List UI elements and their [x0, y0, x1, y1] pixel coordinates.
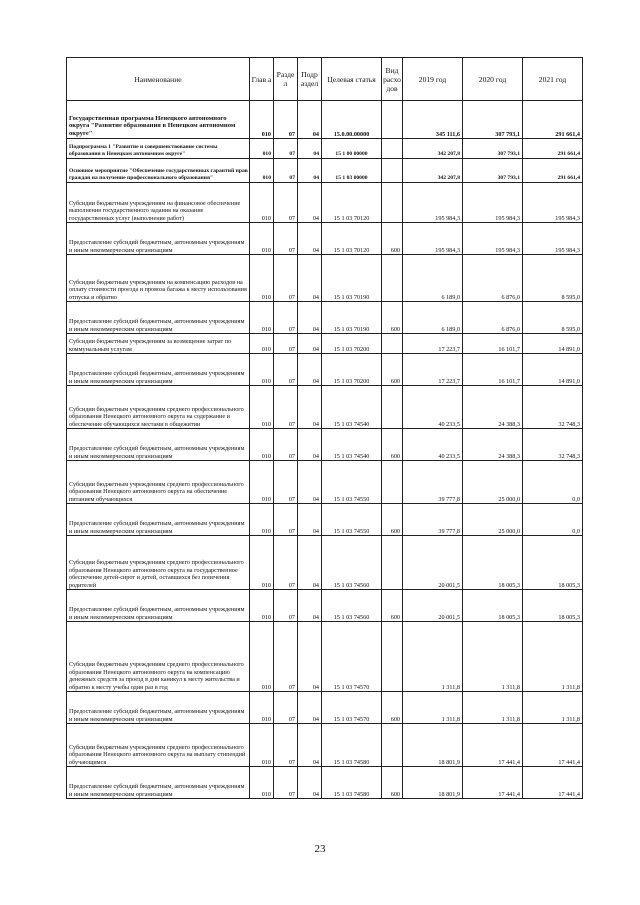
cell-name: Предоставление субсидий бюджетным, автономным учреждениям и иным некоммерческим организациям — [67, 302, 250, 334]
cell-y2019: 17 223,7 — [403, 354, 463, 386]
cell-razdel: 07 — [274, 590, 298, 622]
cell-target: 15 1 03 74560 — [322, 536, 382, 590]
cell-podrazdel: 04 — [298, 139, 322, 159]
cell-y2019: 345 111,6 — [403, 101, 463, 139]
cell-podrazdel: 04 — [298, 334, 322, 354]
cell-razdel: 07 — [274, 223, 298, 255]
cell-target: 15 1 03 74580 — [322, 724, 382, 767]
table-row — [67, 692, 583, 724]
cell-vid — [382, 101, 403, 139]
cell-target: 15 1 03 74540 — [322, 386, 382, 429]
header-glava: Глав а — [250, 58, 274, 101]
cell-y2020: 6 876,0 — [463, 255, 523, 302]
cell-podrazdel: 04 — [298, 101, 322, 139]
cell-vid — [382, 724, 403, 767]
cell-y2020: 1 311,8 — [463, 622, 523, 692]
cell-y2020: 195 984,3 — [463, 223, 523, 255]
cell-y2020: 16 101,7 — [463, 334, 523, 354]
cell-y2020: 307 793,1 — [463, 139, 523, 159]
cell-podrazdel: 04 — [298, 255, 322, 302]
cell-target: 15 1 03 70200 — [322, 334, 382, 354]
table-row — [67, 302, 583, 334]
cell-glava: 010 — [250, 183, 274, 223]
cell-vid: 600 — [382, 692, 403, 724]
cell-y2019: 40 233,5 — [403, 386, 463, 429]
cell-name: Предоставление субсидий бюджетным, автономным учреждениям и иным некоммерческим организациям — [67, 429, 250, 461]
cell-glava: 010 — [250, 386, 274, 429]
cell-glava: 010 — [250, 223, 274, 255]
cell-razdel: 07 — [274, 429, 298, 461]
cell-vid: 600 — [382, 429, 403, 461]
cell-razdel: 07 — [274, 461, 298, 504]
cell-y2021: 8 595,0 — [523, 302, 583, 334]
cell-name: Субсидии бюджетным учреждениям на компенсацию расходов на оплату стоимости проезда и провоза багажа к месту использования отпуска и обратно — [67, 255, 250, 302]
table-row — [67, 159, 583, 183]
cell-name: Предоставление субсидий бюджетным, автономным учреждениям и иным некоммерческим организациям — [67, 223, 250, 255]
cell-y2021: 14 891,0 — [523, 354, 583, 386]
cell-y2021: 1 311,8 — [523, 692, 583, 724]
cell-razdel: 07 — [274, 101, 298, 139]
cell-y2019: 342 207,8 — [403, 139, 463, 159]
cell-name: Основное мероприятие "Обеспечение государственных гарантий прав граждан на получение профессионального образования" — [67, 159, 250, 183]
cell-y2021: 291 661,4 — [523, 101, 583, 139]
cell-y2021: 0,0 — [523, 461, 583, 504]
cell-y2019: 1 311,8 — [403, 692, 463, 724]
cell-name: Субсидии бюджетным учреждениям среднего профессионального образования Ненецкого автономного округа на обеспечение питанием обучающихся — [67, 461, 250, 504]
cell-podrazdel: 04 — [298, 536, 322, 590]
cell-glava: 010 — [250, 461, 274, 504]
cell-razdel: 07 — [274, 183, 298, 223]
cell-name: Государственная программа Ненецкого автономного округа "Развитие образования в Ненецком автономном округе" — [67, 101, 250, 139]
cell-y2021: 291 661,4 — [523, 159, 583, 183]
cell-target: 15 1 03 74580 — [322, 767, 382, 799]
cell-vid — [382, 139, 403, 159]
cell-podrazdel: 04 — [298, 429, 322, 461]
cell-podrazdel: 04 — [298, 504, 322, 536]
cell-name: Субсидии бюджетным учреждениям среднего профессионального образования Ненецкого автономного округа на государственное обеспечение детей-сирот и детей, оставшихся без попечения родителей — [67, 536, 250, 590]
header-vid: Вид расхо дов — [382, 58, 403, 101]
cell-y2021: 18 005,3 — [523, 590, 583, 622]
cell-glava: 010 — [250, 692, 274, 724]
header-name: Наименование — [67, 58, 250, 101]
cell-vid — [382, 461, 403, 504]
cell-name: Подпрограмма 1 "Развитие и совершенствование системы образования в Ненецком автономном округе" — [67, 139, 250, 159]
cell-y2021: 1 311,8 — [523, 622, 583, 692]
cell-y2019: 40 233,5 — [403, 429, 463, 461]
table-row — [67, 724, 583, 767]
cell-target: 15 1 03 70120 — [322, 223, 382, 255]
cell-vid: 600 — [382, 767, 403, 799]
table-row — [67, 767, 583, 799]
cell-y2021: 17 441,4 — [523, 724, 583, 767]
cell-razdel: 07 — [274, 386, 298, 429]
header-2019: 2019 год — [403, 58, 463, 101]
cell-y2019: 39 777,8 — [403, 461, 463, 504]
table-row — [67, 461, 583, 504]
cell-podrazdel: 04 — [298, 386, 322, 429]
cell-vid — [382, 183, 403, 223]
cell-name: Предоставление субсидий бюджетным, автономным учреждениям и иным некоммерческим организациям — [67, 692, 250, 724]
cell-y2021: 18 005,3 — [523, 536, 583, 590]
cell-y2020: 18 005,3 — [463, 590, 523, 622]
cell-podrazdel: 04 — [298, 590, 322, 622]
cell-glava: 010 — [250, 590, 274, 622]
table-row — [67, 622, 583, 692]
cell-razdel: 07 — [274, 354, 298, 386]
cell-y2019: 18 801,9 — [403, 767, 463, 799]
cell-y2021: 17 441,4 — [523, 767, 583, 799]
cell-target: 15 1 03 74560 — [322, 590, 382, 622]
table-row — [67, 223, 583, 255]
header-podrazdel: Подр аздел — [298, 58, 322, 101]
cell-y2020: 24 388,3 — [463, 386, 523, 429]
cell-target: 15 1 03 74550 — [322, 504, 382, 536]
table-row — [67, 536, 583, 590]
cell-vid — [382, 536, 403, 590]
cell-glava: 010 — [250, 536, 274, 590]
cell-name: Субсидии бюджетным учреждениям на финансовое обеспечение выполнения государственного задания на оказание государственных услуг (выполнение работ) — [67, 183, 250, 223]
cell-razdel: 07 — [274, 622, 298, 692]
cell-glava: 010 — [250, 159, 274, 183]
cell-vid — [382, 334, 403, 354]
cell-vid — [382, 622, 403, 692]
cell-y2020: 307 793,1 — [463, 159, 523, 183]
cell-name: Субсидии бюджетным учреждениям среднего профессионального образования Ненецкого автономного округа на выплату стипендий обучающимся — [67, 724, 250, 767]
cell-y2019: 20 001,5 — [403, 536, 463, 590]
cell-y2019: 6 189,0 — [403, 302, 463, 334]
page-number: 23 — [314, 843, 326, 855]
cell-podrazdel: 04 — [298, 767, 322, 799]
cell-podrazdel: 04 — [298, 223, 322, 255]
cell-name: Предоставление субсидий бюджетным, автономным учреждениям и иным некоммерческим организациям — [67, 504, 250, 536]
cell-vid — [382, 159, 403, 183]
cell-target: 15 1 03 70190 — [322, 255, 382, 302]
cell-glava: 010 — [250, 101, 274, 139]
cell-razdel: 07 — [274, 302, 298, 334]
header-2021: 2021 год — [523, 58, 583, 101]
cell-y2021: 195 984,3 — [523, 183, 583, 223]
cell-razdel: 07 — [274, 724, 298, 767]
cell-name: Субсидии бюджетным учреждениям за возмещение затрат по коммунальным услугам — [67, 334, 250, 354]
cell-y2019: 20 001,5 — [403, 590, 463, 622]
cell-target: 15.0.00.00000 — [322, 101, 382, 139]
header-target: Целевая статья — [322, 58, 382, 101]
cell-name: Предоставление субсидий бюджетным, автономным учреждениям и иным некоммерческим организациям — [67, 767, 250, 799]
cell-glava: 010 — [250, 429, 274, 461]
header-razdel: Разде л — [274, 58, 298, 101]
cell-podrazdel: 04 — [298, 354, 322, 386]
table-row — [67, 255, 583, 302]
cell-target: 15 1 03 74570 — [322, 692, 382, 724]
cell-y2020: 24 388,3 — [463, 429, 523, 461]
cell-y2020: 307 793,1 — [463, 101, 523, 139]
cell-podrazdel: 04 — [298, 159, 322, 183]
cell-target: 15 1 03 00000 — [322, 159, 382, 183]
cell-razdel: 07 — [274, 159, 298, 183]
cell-y2020: 1 311,8 — [463, 692, 523, 724]
table-header-row — [67, 58, 583, 101]
cell-podrazdel: 04 — [298, 724, 322, 767]
cell-y2020: 17 441,4 — [463, 724, 523, 767]
cell-y2020: 16 101,7 — [463, 354, 523, 386]
cell-glava: 010 — [250, 504, 274, 536]
cell-target: 15 1 03 70190 — [322, 302, 382, 334]
cell-y2020: 25 000,0 — [463, 504, 523, 536]
table-row — [67, 139, 583, 159]
cell-razdel: 07 — [274, 767, 298, 799]
cell-razdel: 07 — [274, 255, 298, 302]
budget-table-sheet — [66, 57, 582, 799]
cell-name: Субсидии бюджетным учреждениям среднего профессионального образования Ненецкого автономного округа на компенсацию денежных средств за проезд в дни каникул к месту жительства и обратно к месту учебы один раз в год — [67, 622, 250, 692]
cell-vid: 600 — [382, 302, 403, 334]
cell-y2020: 6 876,0 — [463, 302, 523, 334]
cell-y2021: 32 748,3 — [523, 386, 583, 429]
table-row — [67, 183, 583, 223]
cell-y2020: 195 984,3 — [463, 183, 523, 223]
table-row — [67, 504, 583, 536]
table-row — [67, 386, 583, 429]
cell-target: 15 1 03 74540 — [322, 429, 382, 461]
cell-vid — [382, 386, 403, 429]
table-row — [67, 354, 583, 386]
cell-y2021: 0,0 — [523, 504, 583, 536]
cell-y2019: 18 801,9 — [403, 724, 463, 767]
budget-table — [66, 57, 583, 799]
cell-glava: 010 — [250, 334, 274, 354]
cell-name: Предоставление субсидий бюджетным, автономным учреждениям и иным некоммерческим организациям — [67, 354, 250, 386]
cell-podrazdel: 04 — [298, 302, 322, 334]
cell-vid: 600 — [382, 590, 403, 622]
cell-y2019: 195 984,3 — [403, 223, 463, 255]
cell-target: 15 1 03 70200 — [322, 354, 382, 386]
cell-glava: 010 — [250, 302, 274, 334]
cell-y2021: 14 891,0 — [523, 334, 583, 354]
cell-target: 15 1 03 74570 — [322, 622, 382, 692]
cell-razdel: 07 — [274, 692, 298, 724]
cell-y2019: 1 311,8 — [403, 622, 463, 692]
cell-y2021: 291 661,4 — [523, 139, 583, 159]
cell-glava: 010 — [250, 255, 274, 302]
cell-vid: 600 — [382, 504, 403, 536]
cell-y2021: 32 748,3 — [523, 429, 583, 461]
cell-podrazdel: 04 — [298, 622, 322, 692]
cell-glava: 010 — [250, 139, 274, 159]
cell-glava: 010 — [250, 354, 274, 386]
cell-glava: 010 — [250, 724, 274, 767]
table-row — [67, 101, 583, 139]
cell-razdel: 07 — [274, 504, 298, 536]
cell-y2019: 39 777,8 — [403, 504, 463, 536]
cell-razdel: 07 — [274, 139, 298, 159]
cell-target: 15 1 00 00000 — [322, 139, 382, 159]
cell-y2020: 18 005,3 — [463, 536, 523, 590]
header-2020: 2020 год — [463, 58, 523, 101]
cell-razdel: 07 — [274, 334, 298, 354]
cell-podrazdel: 04 — [298, 692, 322, 724]
cell-name: Предоставление субсидий бюджетным, автономным учреждениям и иным некоммерческим организациям — [67, 590, 250, 622]
cell-target: 15 1 03 74550 — [322, 461, 382, 504]
cell-name: Субсидии бюджетным учреждениям среднего профессионального образования Ненецкого автономного округа на содержание и обеспечение обучающихся местами в общежитии — [67, 386, 250, 429]
cell-y2019: 195 984,3 — [403, 183, 463, 223]
table-row — [67, 429, 583, 461]
cell-vid: 600 — [382, 223, 403, 255]
cell-glava: 010 — [250, 622, 274, 692]
cell-vid: 600 — [382, 354, 403, 386]
cell-target: 15 1 03 70120 — [322, 183, 382, 223]
cell-vid — [382, 255, 403, 302]
table-row — [67, 334, 583, 354]
cell-y2019: 342 207,8 — [403, 159, 463, 183]
cell-podrazdel: 04 — [298, 461, 322, 504]
cell-y2019: 17 223,7 — [403, 334, 463, 354]
cell-y2021: 195 984,3 — [523, 223, 583, 255]
table-row — [67, 590, 583, 622]
cell-y2019: 6 189,0 — [403, 255, 463, 302]
cell-razdel: 07 — [274, 536, 298, 590]
cell-glava: 010 — [250, 767, 274, 799]
cell-podrazdel: 04 — [298, 183, 322, 223]
cell-y2020: 17 441,4 — [463, 767, 523, 799]
cell-y2020: 25 000,0 — [463, 461, 523, 504]
cell-y2021: 8 595,0 — [523, 255, 583, 302]
